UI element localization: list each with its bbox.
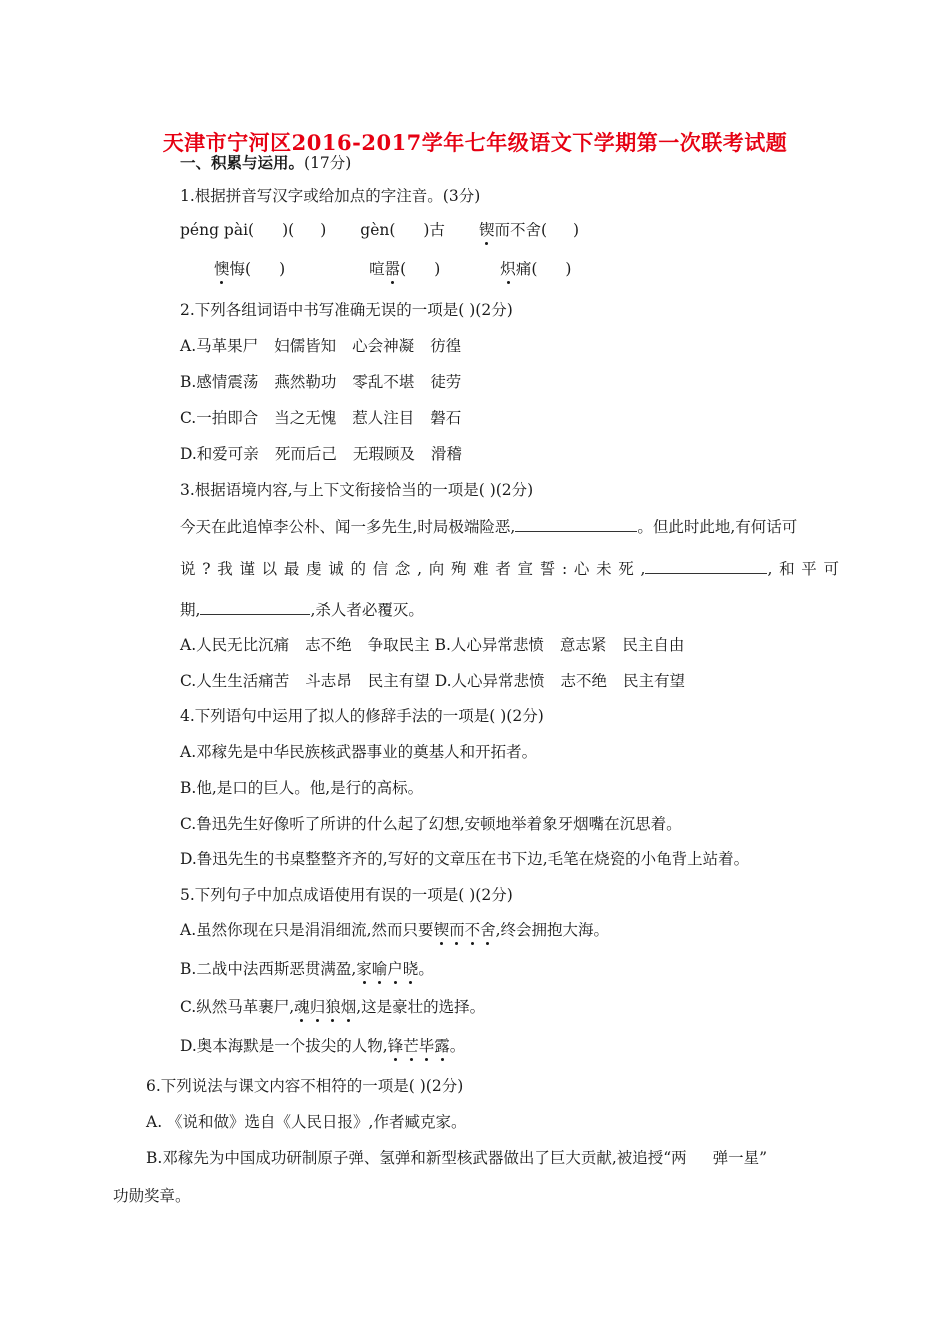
q3-options-cd	[180, 674, 685, 690]
q2-option-b	[180, 375, 461, 391]
q1-dotted-char: 懊	[214, 260, 230, 278]
q1-blank-close: )	[573, 221, 580, 239]
dotted-char: 毕	[418, 1037, 435, 1055]
option-word: 志不绝	[305, 636, 352, 654]
dotted-char: 而	[449, 921, 465, 939]
q1-dotted-char: 嚣	[384, 260, 401, 278]
option-text: C.纵然马革裹尸,	[180, 998, 295, 1016]
dotted-char: 喻	[371, 960, 388, 978]
q1-pinyin-1: péng pài(	[180, 221, 255, 239]
q1-gen-gu: )古	[423, 221, 445, 239]
answer-blank[interactable]	[515, 519, 637, 532]
q5-option-a	[180, 923, 609, 939]
q1-word: 喧	[369, 260, 385, 278]
option-word: 徒劳	[430, 373, 462, 391]
passage-text: 。但此时此地,有何话可	[637, 518, 798, 536]
q1-word: 痛(	[515, 260, 538, 278]
option-word: 燕然勒功	[274, 373, 337, 391]
q2-stem: 2.下列各组词语中书写准确无误的一项是( )(2分)	[180, 301, 513, 319]
answer-blank[interactable]	[645, 561, 767, 574]
passage-text: ,杀人者必覆灭。	[310, 601, 424, 619]
q4-option-a: A.邓稼先是中华民族核武器事业的奠基人和开拓者。	[180, 743, 538, 761]
dotted-char: 魂	[294, 998, 310, 1016]
option-word: 磐石	[430, 409, 462, 427]
q1-blank-sep: )(	[282, 221, 295, 239]
option-text: 弹一星”	[712, 1149, 768, 1167]
option-text: D.奥本海默是一个拔尖的人物,	[180, 1037, 388, 1055]
option-text: ,这是豪壮的选择。	[356, 998, 486, 1016]
q3-options-ab	[180, 638, 684, 654]
q6-option-b-line2: 功勋奖章。	[113, 1187, 191, 1205]
option-text: 。	[449, 1037, 466, 1055]
q3-stem: 3.根据语境内容,与上下文衔接恰当的一项是( )(2分)	[180, 481, 534, 499]
q6-option-a: A. 《说和做》选自《人民日报》,作者臧克家。	[146, 1113, 467, 1131]
option-text: B.二战中法西斯恶贯满盈,	[180, 960, 357, 978]
option-word: 死而后己	[274, 445, 337, 463]
dotted-char: 锲	[433, 921, 450, 939]
dotted-char: 家	[356, 960, 372, 978]
option-word: 零乱不堪	[352, 373, 415, 391]
section-score: (17分)	[304, 154, 352, 172]
option-word: A.马革果尸	[180, 337, 259, 355]
q1-blank-close: )	[565, 260, 572, 278]
option-word: 民主自由	[622, 636, 685, 654]
option-word: 志不绝	[560, 672, 608, 690]
option-word: 民主有望 D.人心异常悲愤	[367, 672, 545, 690]
q2-option-a	[180, 339, 461, 355]
q1-pinyin-2: gèn(	[360, 221, 396, 239]
q5-option-b	[180, 962, 434, 978]
dotted-char: 露	[434, 1037, 450, 1055]
option-word: 滑稽	[430, 445, 462, 463]
q6-option-b-line1	[146, 1151, 767, 1167]
answer-blank[interactable]	[200, 602, 310, 615]
option-word: 斗志昂	[305, 672, 352, 690]
option-word: 意志紧	[559, 636, 607, 654]
q1-word: 而不舍(	[494, 221, 548, 239]
dotted-char: 烟	[340, 998, 357, 1016]
q4-stem: 4.下列语句中运用了拟人的修辞手法的一项是( )(2分)	[180, 707, 544, 725]
dotted-char: 狼	[325, 998, 341, 1016]
option-text: 。	[418, 960, 434, 978]
q4-option-b: B.他,是口的巨人。他,是行的高标。	[180, 779, 424, 797]
option-word: 妇儒皆知	[274, 337, 337, 355]
q1-stem: 1.根据拼音写汉字或给加点的字注音。(3分)	[180, 187, 481, 205]
passage-text: 今天在此追悼李公朴、闻一多先生,时局极端险恶,	[180, 518, 516, 536]
q4-option-c: C.鲁迅先生好像听了所讲的什么起了幻想,安顿地举着象牙烟嘴在沉思着。	[180, 815, 682, 833]
q3-passage-line2	[180, 561, 839, 578]
option-word: B.感情震荡	[180, 373, 259, 391]
option-word: 民主有望	[623, 672, 686, 690]
dotted-char: 锋	[387, 1037, 404, 1055]
q4-option-d: D.鲁迅先生的书桌整整齐齐的,写好的文章压在书下边,毛笔在烧瓷的小龟背上站着。	[180, 850, 750, 868]
q1-blank-close: )	[434, 260, 441, 278]
passage-text: 期,	[180, 601, 201, 619]
option-text: A.虽然你现在只是涓涓细流,然而只要	[180, 921, 434, 939]
option-word: C.一拍即合	[180, 409, 259, 427]
q1-word: 悔(	[229, 260, 252, 278]
page-title: 天津市宁河区2016-2017学年七年级语文下学期第一次联考试题	[162, 130, 788, 155]
option-word: 惹人注目	[352, 409, 415, 427]
option-word: 当之无愧	[274, 409, 337, 427]
q1-blank-end: )	[320, 221, 327, 239]
q5-option-c	[180, 1000, 485, 1016]
dotted-char: 户	[387, 960, 403, 978]
dotted-char: 不	[464, 921, 481, 939]
q2-option-c	[180, 411, 461, 427]
q3-passage-line1	[180, 519, 797, 536]
q1-row1	[180, 223, 579, 239]
dotted-char: 晓	[402, 960, 419, 978]
q1-dotted-char: 炽	[500, 260, 516, 278]
option-word: 争取民主 B.人心异常悲愤	[367, 636, 544, 654]
q5-option-d	[180, 1039, 465, 1055]
option-word: 心会神凝	[352, 337, 415, 355]
passage-text: 说?我谨以最虔诚的信念,向殉难者宣誓:心未死,	[180, 560, 646, 578]
q2-option-d	[180, 447, 462, 463]
option-word: 无瑕顾及	[352, 445, 415, 463]
q1-row2	[214, 262, 571, 278]
option-word: C.人生生活痛苦	[180, 672, 290, 690]
q1-blank-close: )	[279, 260, 286, 278]
passage-text: ,和平可	[767, 560, 840, 578]
option-word: D.和爱可亲	[180, 445, 259, 463]
dotted-char: 舍	[480, 921, 496, 939]
q3-passage-line3	[180, 602, 424, 619]
dotted-char: 归	[309, 998, 326, 1016]
section-heading	[180, 155, 351, 172]
q6-stem: 6.下列说法与课文内容不相符的一项是( )(2分)	[146, 1077, 464, 1095]
q1-blank-open: (	[400, 260, 407, 278]
option-text: B.邓稼先为中国成功研制原子弹、氢弹和新型核武器做出了巨大贡献,被追授“两	[146, 1149, 687, 1167]
section-heading-text: 一、积累与运用。	[180, 153, 305, 172]
dotted-char: 芒	[403, 1037, 419, 1055]
q1-dotted-char: 锲	[478, 221, 495, 239]
option-text: ,终会拥抱大海。	[495, 921, 610, 939]
option-word: A.人民无比沉痛	[180, 636, 290, 654]
option-word: 彷徨	[430, 337, 462, 355]
q5-stem: 5.下列句子中加点成语使用有误的一项是( )(2分)	[180, 886, 513, 904]
